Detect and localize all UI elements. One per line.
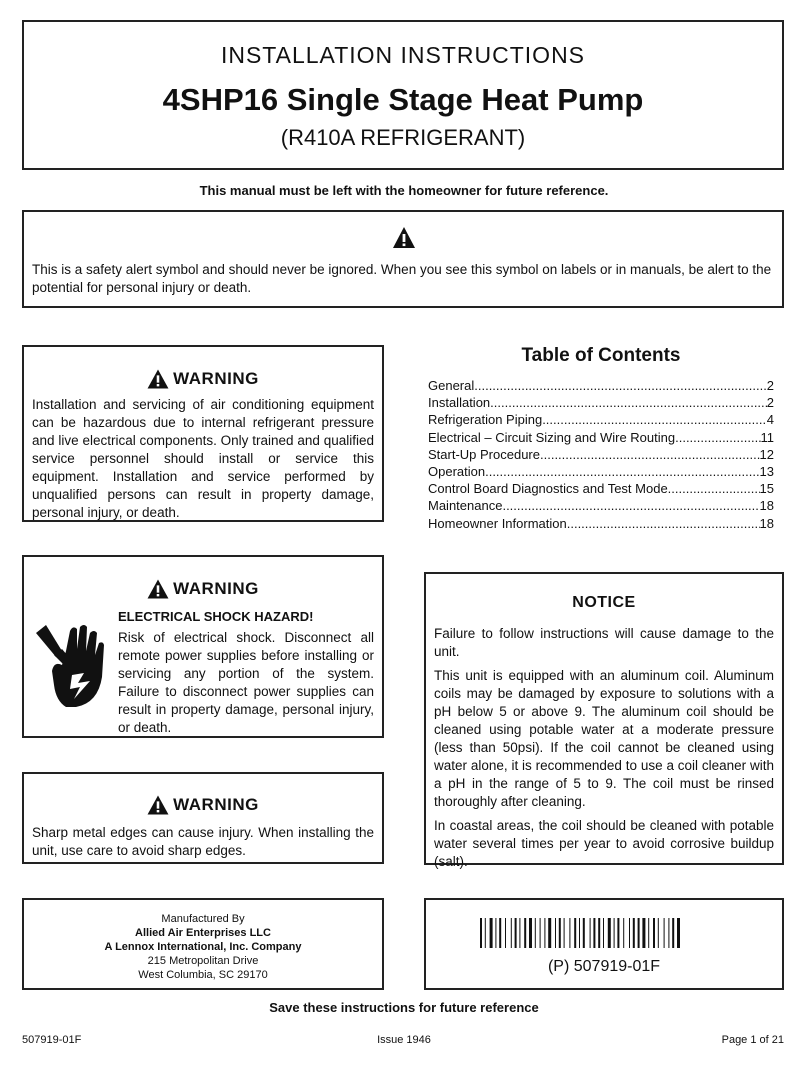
safety-alert-box bbox=[22, 210, 784, 308]
footer-doc-number: 507919-01F bbox=[22, 1034, 82, 1046]
toc-item-page: 13 bbox=[759, 464, 774, 480]
toc-item-label: Start-Up Procedure bbox=[428, 446, 540, 462]
warning-triangle-icon bbox=[147, 795, 169, 815]
manufacturer-street: 215 Metropolitan Drive bbox=[147, 955, 259, 967]
warning-title-text: WARNING bbox=[173, 795, 259, 814]
toc-title: Table of Contents bbox=[521, 345, 681, 366]
toc-item-control-board[interactable] bbox=[428, 480, 774, 497]
toc-item-page: 12 bbox=[759, 446, 774, 462]
notice-paragraph: This unit is equipped with an aluminum coil. Aluminum coils may be damaged by exposure to solutions with a pH below 5 or above 9. The aluminum coil should be cleaned using potable water at a moderate pressure (less than 50psi). If the coil cannot be cleaned using water alone, it is recommended to use a coil cleaner with a pH in the range of 5 to 9. The coil must be rinsed thoroughly after cleaning. bbox=[434, 668, 774, 809]
footer-page: Page 1 of 21 bbox=[721, 1034, 784, 1046]
toc-item-page: 18 bbox=[759, 498, 774, 514]
notice-paragraph: In coastal areas, the coil should be cleaned with potable water several times per year to avoid corrosive buildup (salt). bbox=[434, 818, 774, 869]
manual-note: This manual must be left with the homeowner for future reference. bbox=[199, 183, 609, 198]
warning-box-sharp-edges bbox=[22, 772, 384, 864]
toc-item-label: Homeowner Information bbox=[428, 515, 567, 531]
toc-item-refrigeration-piping[interactable] bbox=[428, 411, 774, 428]
part-number: (P) 507919-01F bbox=[547, 958, 661, 975]
table-of-contents bbox=[428, 345, 774, 532]
warning-text: Sharp metal edges can cause injury. When installing the unit, use care to avoid sharp edges. bbox=[32, 825, 374, 858]
notice-paragraph: Failure to follow instructions will cause damage to the unit. bbox=[434, 626, 774, 659]
toc-item-page: 11 bbox=[760, 429, 774, 445]
header-line-1: INSTALLATION INSTRUCTIONS bbox=[220, 42, 586, 68]
electrical-shock-hand-icon bbox=[32, 621, 112, 711]
toc-item-general[interactable] bbox=[428, 377, 774, 394]
warning-title-text: WARNING bbox=[173, 579, 259, 598]
warning-triangle-icon bbox=[147, 369, 169, 389]
notice-title: NOTICE bbox=[572, 594, 636, 611]
toc-item-label: Control Board Diagnostics and Test Mode bbox=[428, 481, 668, 497]
warning-title bbox=[24, 795, 382, 815]
manufacturer-info bbox=[24, 912, 382, 982]
document-title: 4SHP16 Single Stage Heat Pump bbox=[162, 82, 644, 117]
toc-item-page: 18 bbox=[759, 515, 774, 531]
toc-item-label: Installation bbox=[428, 395, 491, 411]
toc-item-label: Electrical – Circuit Sizing and Wire Routing bbox=[428, 429, 676, 445]
warning-title bbox=[24, 579, 382, 599]
toc-item-page: 4 bbox=[766, 412, 774, 428]
header-line-3: (R410A REFRIGERANT) bbox=[280, 125, 526, 150]
notice-box bbox=[424, 572, 784, 869]
barcode-box bbox=[424, 898, 784, 990]
warning-subtitle: ELECTRICAL SHOCK HAZARD! bbox=[118, 609, 314, 624]
toc-item-label: Operation bbox=[428, 464, 486, 480]
warning-text: Installation and servicing of air conditioning equipment can be hazardous due to internal refrigerant pressure and live electrical components. Only trained and qualified service personnel should install or service this equipment. Installation and service performed by unqualified persons can result in property damage, personal injury, or death. bbox=[32, 397, 374, 520]
manufacturer-box bbox=[22, 898, 384, 990]
toc-item-homeowner-information[interactable] bbox=[428, 515, 774, 532]
save-note: Save these instructions for future reference bbox=[269, 1000, 539, 1015]
toc-item-label: General bbox=[428, 378, 475, 393]
warning-box-refrigerant bbox=[22, 345, 384, 522]
toc-item-page: 2 bbox=[766, 378, 774, 393]
warning-title bbox=[24, 369, 382, 389]
warning-triangle-icon bbox=[147, 579, 169, 599]
toc-item-electrical[interactable] bbox=[428, 429, 774, 446]
manufacturer-parent: A Lennox International, Inc. Company bbox=[104, 941, 302, 953]
toc-item-label: Maintenance bbox=[428, 498, 503, 514]
safety-alert-text: This is a safety alert symbol and should never be ignored. When you see this symbol on labels or in manuals, be alert to the potential for personal injury or death. bbox=[32, 262, 772, 295]
toc-item-start-up[interactable] bbox=[428, 446, 774, 463]
toc-item-page: 15 bbox=[759, 481, 774, 497]
safety-alert-icon bbox=[392, 226, 416, 250]
toc-item-page: 2 bbox=[766, 395, 774, 411]
warning-text: Risk of electrical shock. Disconnect all remote power supplies before installing or servicing any portion of the system. Failure to disconnect power supplies can result in property damage, personal injury, or death. bbox=[118, 630, 374, 735]
barcode-icon bbox=[480, 918, 732, 948]
warning-title-text: WARNING bbox=[173, 369, 259, 388]
manufacturer-company: Allied Air Enterprises LLC bbox=[135, 927, 271, 939]
footer-issue: Issue 1946 bbox=[377, 1034, 431, 1046]
document-header bbox=[22, 20, 784, 170]
notice-body bbox=[434, 625, 774, 877]
warning-box-electrical bbox=[22, 555, 384, 738]
toc-item-label: Refrigeration Piping bbox=[428, 412, 543, 428]
manufacturer-label: Manufactured By bbox=[161, 913, 245, 925]
toc-item-installation[interactable] bbox=[428, 394, 774, 411]
toc-item-maintenance[interactable] bbox=[428, 497, 774, 514]
manufacturer-city: West Columbia, SC 29170 bbox=[138, 969, 268, 981]
toc-item-operation[interactable] bbox=[428, 463, 774, 480]
